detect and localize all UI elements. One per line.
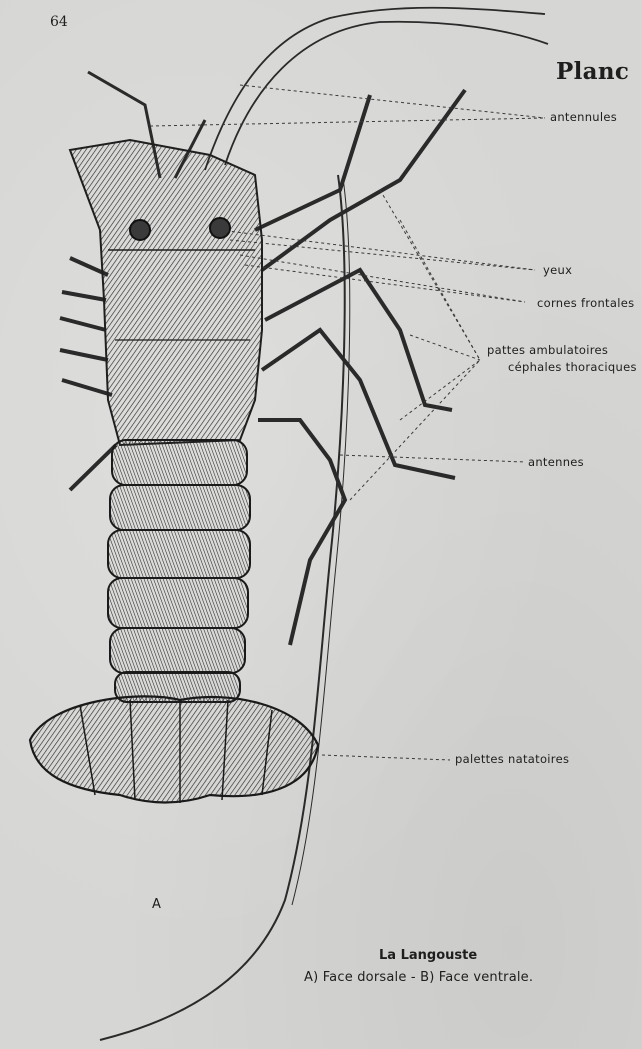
label-pattes-line2: céphales thoraciques xyxy=(508,360,637,374)
caption-subtitle: A) Face dorsale - B) Face ventrale. xyxy=(304,970,534,985)
tail-fan xyxy=(30,696,318,803)
antenna-long-top xyxy=(205,8,548,170)
caption-title: La Langouste xyxy=(379,948,478,963)
label-yeux: yeux xyxy=(543,263,573,277)
label-antennes: antennes xyxy=(528,455,584,469)
figure-letter: A xyxy=(152,897,161,912)
abdomen xyxy=(108,440,250,702)
label-pattes-line1: pattes ambulatoires xyxy=(487,343,609,357)
label-palettes-natatoires: palettes natatoires xyxy=(455,752,570,766)
plate-heading: Planc xyxy=(556,58,630,85)
walking-legs-right xyxy=(255,90,465,645)
label-cornes-frontales: cornes frontales xyxy=(537,296,635,310)
label-antennules: antennules xyxy=(550,110,618,124)
page-number: 64 xyxy=(50,14,68,30)
carapace xyxy=(70,140,262,445)
